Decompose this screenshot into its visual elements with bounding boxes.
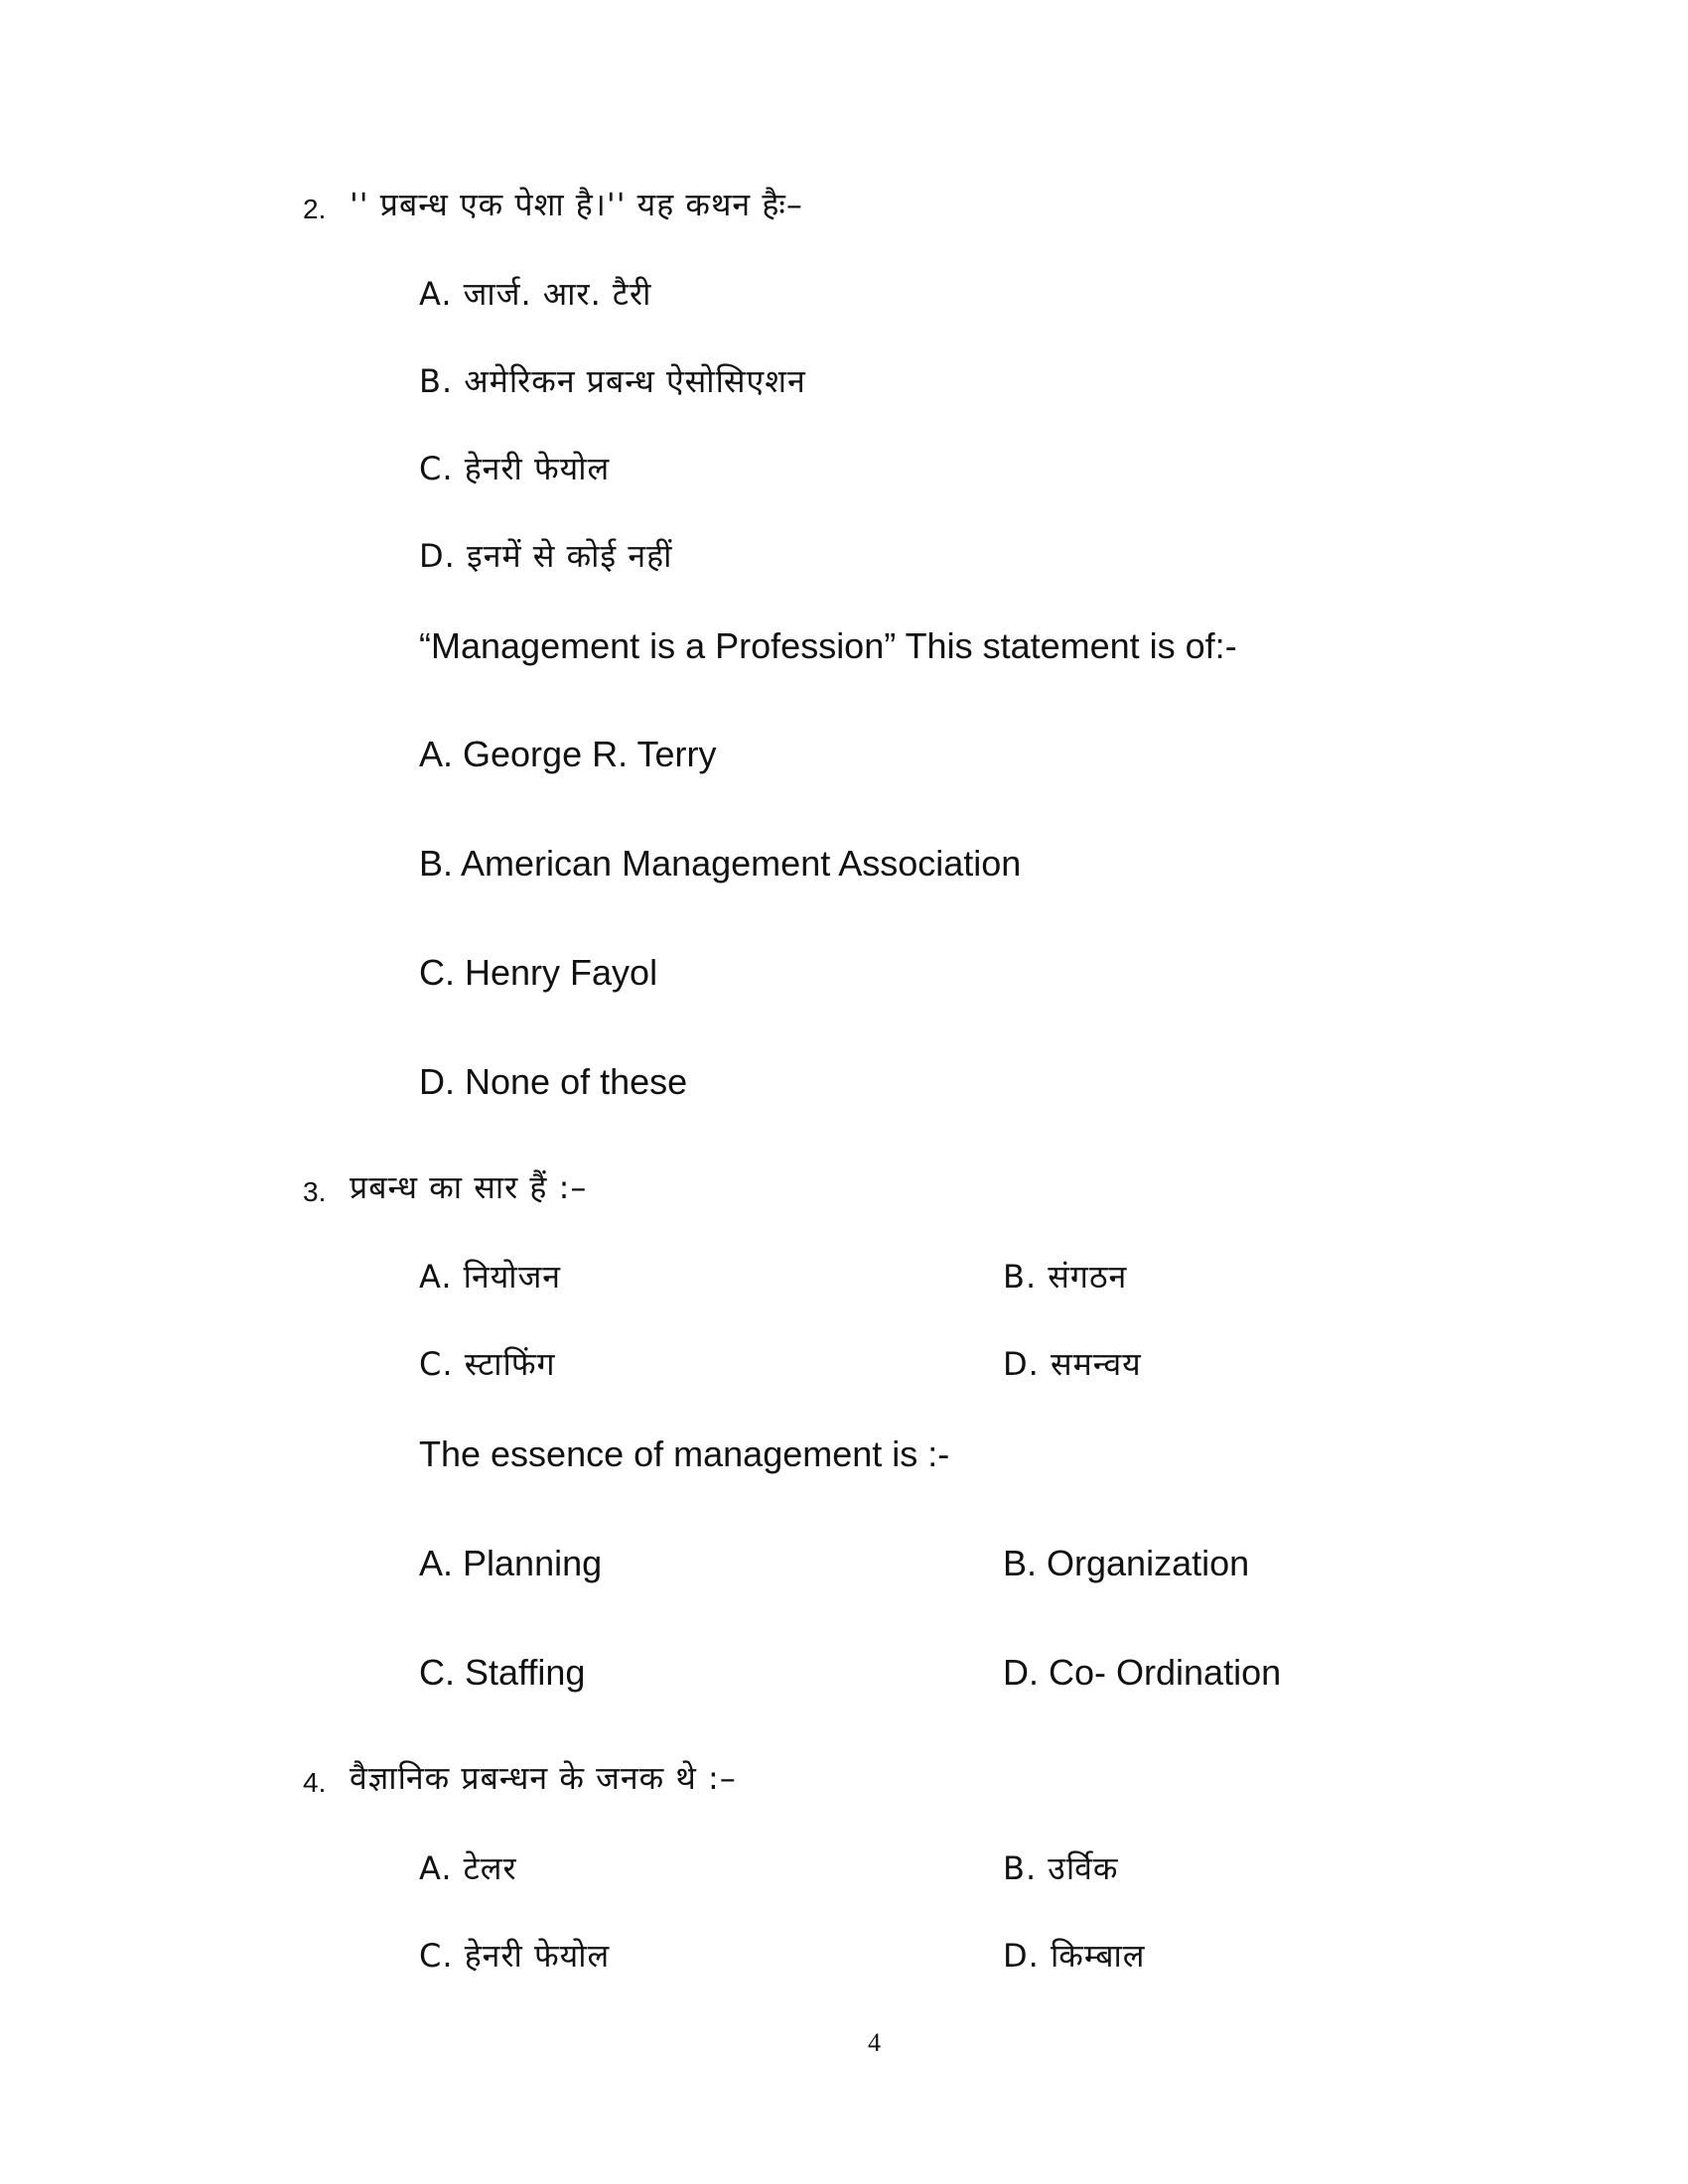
question-stem-hindi: वैज्ञानिक प्रबन्धन के जनक थे :–: [350, 1759, 737, 1797]
option-english: B. American Management Association: [419, 843, 1022, 884]
option-hindi: A. नियोजन: [419, 1258, 562, 1296]
option-hindi: A. टेलर: [419, 1849, 517, 1887]
question-stem-english: The essence of management is :-: [419, 1433, 950, 1474]
option-hindi: C. हेनरी फेयोल: [419, 450, 611, 487]
question-number: 2.: [303, 194, 327, 224]
option-english: B. Organization: [1003, 1543, 1250, 1583]
option-hindi: D. समन्वय: [1003, 1345, 1142, 1383]
option-hindi: B. अमेरिकन प्रबन्ध ऐसोसिएशन: [419, 362, 806, 400]
option-hindi: D. किम्बाल: [1003, 1937, 1146, 1975]
question-stem-hindi: प्रबन्ध का सार हैं :–: [350, 1168, 588, 1206]
option-english: A. Planning: [419, 1543, 603, 1583]
question-stem-hindi: '' प्रबन्ध एक पेशा है।'' यह कथन हैः–: [350, 186, 803, 223]
option-english: A. George R. Terry: [419, 734, 717, 774]
option-english: C. Staffing: [419, 1652, 586, 1693]
question-number: 3.: [303, 1176, 327, 1207]
page-number: 4: [868, 2028, 881, 2057]
option-english: D. Co- Ordination: [1003, 1652, 1282, 1693]
option-hindi: B. उर्विक: [1003, 1849, 1119, 1887]
option-hindi: A. जार्ज. आर. टैरी: [419, 275, 652, 313]
question-number: 4.: [303, 1767, 327, 1798]
question-stem-english: “Management is a Profession” This statement is of:-: [419, 625, 1237, 666]
option-hindi: C. स्टाफिंग: [419, 1345, 556, 1383]
option-hindi: C. हेनरी फेयोल: [419, 1937, 611, 1975]
option-hindi: B. संगठन: [1003, 1258, 1128, 1296]
option-english: C. Henry Fayol: [419, 952, 658, 993]
option-hindi: D. इनमें से कोई नहीं: [419, 537, 673, 575]
option-english: D. None of these: [419, 1061, 688, 1102]
